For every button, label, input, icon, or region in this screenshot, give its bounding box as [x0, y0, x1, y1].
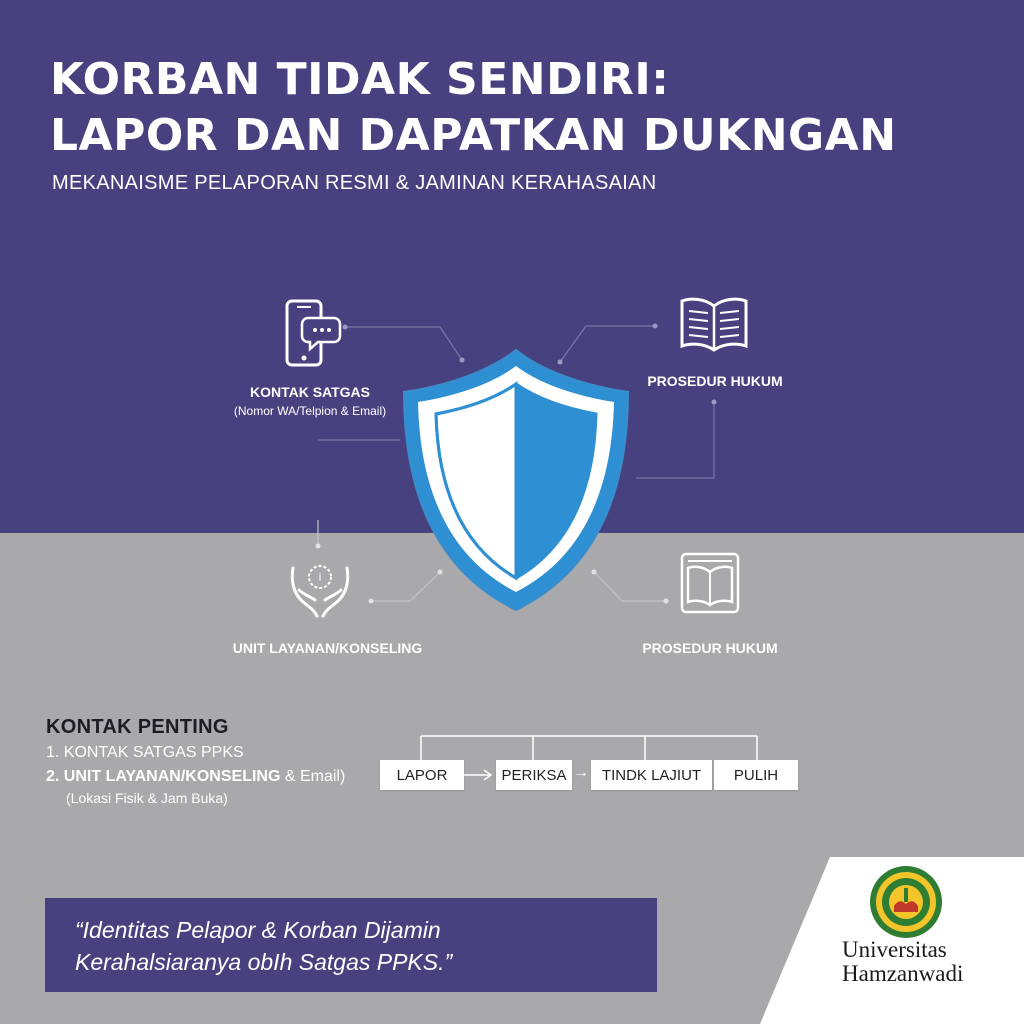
kontak-item-2-note: (Lokasi Fisik & Jam Buka) — [66, 790, 228, 806]
title-line-2: LAPOR DAN DAPATKAN DUKNGAN — [50, 110, 897, 161]
university-seal-logo — [868, 864, 944, 940]
node-prosedur-bottom-label: PROSEDUR HUKUM — [642, 640, 778, 656]
flow-step-tindak-lanjut: TINDK LAJIUT — [591, 760, 712, 790]
page-subtitle: MEKANAISME PELAPORAN RESMI & JAMINAN KERAHASAIAN — [52, 172, 657, 194]
kontak-penting-title: KONTAK PENTING — [46, 716, 229, 738]
node-unit-label: UNIT LAYANAN/KONSELING — [232, 640, 423, 656]
node-kontak-sub: (Nomor WA/Telpion & Email) — [233, 404, 387, 418]
title-line-1: KORBAN TIDAK SENDIRI: — [50, 54, 670, 105]
kontak-item-2-bold: 2. UNIT LAYANAN/KONSELING — [46, 768, 281, 785]
node-kontak-label: KONTAK SATGAS — [249, 384, 371, 400]
university-name-line-1: Universitas — [842, 937, 947, 962]
university-name-line-2: Hamzanwadi — [842, 961, 964, 986]
flow-step-periksa: PERIKSA — [496, 760, 572, 790]
quote-line-1: “Identitas Pelapor & Korban Dijamin — [75, 917, 441, 943]
quote-line-2: Kerahalsiaranya obIh Satgas PPKS.” — [75, 949, 453, 975]
flow-arrow: → — [573, 764, 589, 781]
svg-text:i: i — [318, 571, 322, 584]
confidentiality-quote — [75, 914, 452, 978]
node-prosedur-top-label: PROSEDUR HUKUM — [647, 373, 783, 389]
flow-step-pulih: PULIH — [714, 760, 798, 790]
kontak-item-2-rest: & Email) — [280, 768, 346, 785]
flow-step-lapor: LAPOR — [380, 760, 464, 790]
kontak-item-1: 1. KONTAK SATGAS PPKS — [46, 744, 244, 761]
confidentiality-quote-box — [45, 898, 657, 992]
university-name — [842, 938, 963, 986]
